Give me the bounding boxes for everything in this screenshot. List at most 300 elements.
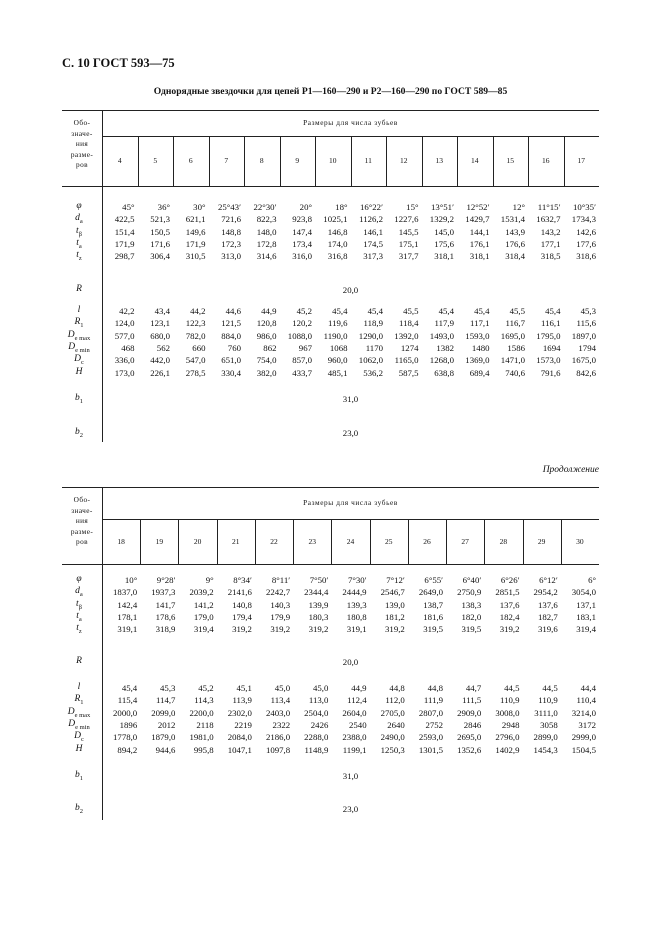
table-cell: 172,8	[256, 238, 277, 249]
table-cell: 113,9	[232, 695, 252, 706]
table-cell: 146,1	[363, 226, 383, 237]
symbol-letter: t	[76, 598, 79, 609]
table-cell: 44,9	[351, 683, 367, 693]
table-cell: 116,7	[505, 318, 525, 329]
table-cell: 178,6	[155, 611, 176, 622]
table-cell: 6°26′	[500, 575, 520, 585]
table-cell: 2490,0	[380, 732, 405, 743]
header-bottom-border	[62, 186, 599, 187]
table-cell: 1402,9	[495, 744, 520, 755]
table-cell: 22°30′	[253, 202, 277, 212]
page-header: С. 10 ГОСТ 593—75	[62, 56, 175, 70]
table-cell: 173,4	[292, 238, 312, 249]
table-cell: 25°43′	[217, 202, 241, 212]
symbol-letter: D	[74, 354, 81, 365]
table-cell: 536,2	[363, 367, 383, 378]
table-cell: 114,7	[155, 695, 176, 706]
table-cell: 1148,9	[304, 744, 329, 755]
table-cell: 139,0	[385, 599, 405, 610]
table-cell: 2796,0	[495, 732, 520, 743]
designation-header-line: Обо-	[73, 495, 91, 504]
symbol-letter: b	[75, 770, 80, 780]
designation-header-line: ров	[76, 537, 88, 546]
symbol-letter: R	[76, 284, 82, 294]
table-cell: 45,5	[403, 306, 419, 316]
table-title: Однорядные звездочки для цепей Р1—160—290 и Р2—160—290 по ГОСТ 589—85	[153, 86, 508, 97]
row-symbol-R	[62, 284, 96, 294]
table-cell: 179,0	[193, 611, 214, 622]
symbol-letter: D	[74, 731, 81, 742]
table-cell: 114,3	[194, 695, 214, 706]
designation-header-line: ров	[76, 160, 88, 169]
table-cell: 319,2	[308, 624, 329, 635]
table-cell: 7°50′	[309, 575, 329, 585]
table-cell: 316,8	[327, 251, 348, 262]
column-header-teeth-27: 27	[461, 536, 469, 546]
table-cell: 9°28′	[156, 575, 176, 585]
table-cell: 319,5	[423, 624, 444, 635]
row-symbol	[62, 586, 96, 598]
table-cell: 317,3	[363, 251, 383, 262]
table-cell: 146,8	[327, 226, 348, 237]
table-cell: 2000,0	[113, 707, 138, 718]
table-cell: 137,6	[499, 599, 520, 610]
row-symbol-b2	[62, 427, 96, 439]
table-cell: 319,1	[346, 624, 367, 635]
table-cell: 721,6	[221, 214, 241, 225]
symbol-letter: D	[68, 718, 76, 729]
row-symbol	[62, 354, 96, 366]
table-cell: 1480	[471, 342, 490, 353]
table-cell: 314,6	[256, 251, 277, 262]
designation-header-line: значе-	[71, 505, 93, 515]
table-cell: 8°34′	[233, 575, 252, 585]
table-cell: 118,9	[363, 318, 383, 329]
table-cell: 660	[192, 342, 206, 353]
symbol-letter: b	[75, 803, 80, 813]
table-cell: 117,9	[434, 318, 454, 329]
table-cell: 1301,5	[418, 744, 444, 755]
table-cell: 319,6	[537, 624, 558, 635]
table-cell: 923,8	[292, 214, 312, 225]
table-cell: 2141,6	[227, 587, 252, 598]
column-header-teeth-9: 9	[295, 156, 300, 165]
table-cell: 148,0	[256, 226, 277, 237]
table-cell: 44,8	[389, 683, 405, 693]
table-cell: 2546,7	[380, 587, 405, 598]
table-cell: 754,0	[256, 355, 277, 366]
table-cell: 177,6	[576, 238, 596, 249]
table-cell: 182,4	[499, 611, 520, 622]
table-cell: 145,0	[434, 226, 454, 237]
table-cell: 1981,0	[189, 732, 214, 743]
table-cell: 689,4	[469, 367, 490, 378]
table-cell: 123,1	[150, 318, 170, 329]
column-header-teeth-23: 23	[308, 536, 316, 546]
table-cell: 120,8	[256, 318, 277, 329]
table-cell: 318,1	[434, 251, 454, 262]
table-cell: 2909,0	[457, 707, 482, 718]
table-cell: 142,4	[117, 599, 138, 610]
row-symbol-b1	[62, 393, 96, 405]
table-cell: 124,0	[114, 318, 135, 329]
table-cell: 45,0	[312, 683, 329, 693]
table-cell: 298,7	[114, 251, 135, 262]
table-cell: 986,0	[256, 330, 277, 341]
symbol-letter: l	[77, 305, 81, 315]
table-cell: 173,0	[114, 367, 135, 378]
table-cell: 2444,9	[342, 587, 367, 598]
table-cell: 2604,0	[342, 707, 367, 718]
symbol-subscript: β	[78, 603, 82, 611]
table-cell: 1694	[542, 342, 561, 353]
symbol-letter: t	[76, 225, 79, 236]
table-cell: 317,7	[398, 251, 419, 262]
table-cell: 1290,0	[358, 330, 383, 341]
table-cell: 2954,2	[533, 587, 558, 598]
table-cell: 45,4	[121, 683, 138, 693]
table-cell: 171,6	[150, 238, 170, 249]
column-header-teeth-14: 14	[471, 156, 479, 165]
table-cell: 2302,0	[227, 707, 252, 718]
table-cell: 44,7	[465, 683, 482, 693]
symbol-subscript: c	[80, 736, 84, 744]
table-cell: 45,2	[198, 683, 214, 693]
table-cell: 113,4	[270, 695, 291, 706]
table-cell: 2099,0	[151, 707, 176, 718]
table-cell: 2084,0	[227, 732, 252, 743]
table-cell: 2344,4	[304, 587, 329, 598]
table-cell: 1504,5	[571, 744, 596, 755]
symbol-subscript: e max	[74, 334, 91, 342]
table-cell: 150,5	[150, 226, 170, 237]
column-header-teeth-4: 4	[117, 156, 122, 165]
table-cell: 1165,0	[394, 355, 419, 366]
table-cell: 118,4	[399, 318, 419, 329]
table-cell: 181,2	[385, 611, 405, 622]
symbol-letter: l	[77, 682, 81, 692]
table-cell: 1250,3	[380, 744, 405, 755]
designation-header-line: разме-	[70, 526, 94, 536]
symbol-letter: φ	[76, 201, 82, 211]
table-cell: 2695,0	[457, 732, 482, 743]
table-cell: 3054,0	[571, 587, 596, 598]
row-symbol	[62, 226, 96, 238]
table-cell: 140,3	[270, 599, 291, 610]
table-cell: 313,0	[221, 251, 241, 262]
table-cell: 1573,0	[536, 355, 561, 366]
table-cell: 306,4	[150, 251, 170, 262]
symbol-letter: b	[75, 427, 80, 437]
row-symbol	[62, 623, 96, 635]
row-symbol	[62, 317, 96, 329]
table-cell: 3111,0	[534, 707, 558, 718]
table-cell: 2388,0	[342, 732, 367, 743]
table-cell: 638,8	[434, 367, 454, 378]
table-cell: 1493,0	[429, 330, 454, 341]
row-symbol-b2	[62, 803, 96, 815]
header-bottom-border	[62, 564, 599, 565]
sizes-header: Размеры для числа зубьев	[303, 118, 398, 127]
table-cell: 319,2	[232, 624, 252, 635]
table-cell: 45,4	[474, 306, 490, 316]
symbol-letter: φ	[76, 574, 82, 584]
table-cell: 1190,0	[323, 330, 348, 341]
column-header-teeth-17: 17	[577, 156, 585, 165]
table-cell: 960,0	[327, 355, 348, 366]
table-cell: 1937,3	[151, 587, 176, 598]
value-R: 20,0	[342, 285, 359, 295]
table-cell: 2807,0	[418, 707, 444, 718]
table-cell: 15°	[406, 202, 419, 212]
table-cell: 1897,0	[571, 330, 596, 341]
table-cell: 6°55′	[424, 575, 444, 585]
table-cell: 149,6	[185, 226, 206, 237]
table-cell: 177,1	[540, 238, 561, 249]
value-b2: 23,0	[342, 428, 359, 438]
table-cell: 1097,8	[265, 744, 291, 755]
row-symbol	[62, 238, 96, 250]
row-symbol	[62, 731, 96, 743]
table-cell: 1795,0	[536, 330, 561, 341]
table-cell: 18°	[335, 202, 348, 212]
table-cell: 3008,0	[495, 707, 520, 718]
table-cell: 740,6	[505, 367, 525, 378]
table-cell: 2899,0	[533, 732, 558, 743]
designation-header	[62, 495, 102, 548]
table-cell: 42,2	[119, 306, 135, 316]
symbol-subscript: 1	[80, 699, 84, 707]
column-header-teeth-12: 12	[400, 156, 408, 165]
table-cell: 995,8	[193, 744, 214, 755]
value-R: 20,0	[342, 657, 359, 667]
table-cell: 310,5	[185, 251, 206, 262]
designation-header-line: Обо-	[73, 118, 91, 127]
table-cell: 13°51′	[430, 202, 454, 212]
table-cell: 140,8	[232, 599, 252, 610]
table-cell: 1062,0	[358, 355, 383, 366]
table-cell: 1879,0	[151, 732, 176, 743]
table-cell: 182,7	[537, 611, 558, 622]
table-cell: 2752	[425, 719, 444, 730]
table-cell: 1837,0	[113, 587, 138, 598]
table-cell: 151,4	[114, 226, 135, 237]
symbol-subscript: z	[78, 255, 82, 263]
table-cell: 1794	[578, 342, 596, 353]
table-cell: 1047,1	[227, 744, 252, 755]
table-cell: 115,6	[576, 318, 596, 329]
table-cell: 1429,7	[465, 214, 490, 225]
table-cell: 857,0	[292, 355, 312, 366]
symbol-subscript: c	[80, 359, 84, 367]
table-2	[62, 487, 599, 820]
table-cell: 894,2	[117, 744, 138, 755]
column-header-teeth-26: 26	[423, 536, 431, 546]
table-cell: 226,1	[150, 367, 170, 378]
table-cell: 174,0	[327, 238, 348, 249]
table-cell: 179,9	[270, 611, 291, 622]
table-cell: 651,0	[221, 355, 241, 366]
value-b1: 31,0	[342, 394, 359, 404]
row-symbol	[62, 330, 96, 342]
table-cell: 147,4	[292, 226, 312, 237]
table-cell: 842,6	[576, 367, 596, 378]
table-cell: 760	[227, 342, 241, 353]
table-cell: 319,4	[576, 624, 596, 635]
table-cell: 944,6	[155, 744, 176, 755]
symbol-letter: R	[74, 694, 81, 705]
table-cell: 319,4	[193, 624, 214, 635]
table-cell: 680,0	[150, 330, 170, 341]
continuation-label: Продолжение	[542, 465, 599, 475]
symbol-letter: t	[76, 237, 79, 248]
row-symbol	[62, 707, 96, 719]
table-cell: 782,0	[185, 330, 206, 341]
table-cell: 1454,3	[533, 744, 558, 755]
symbol-subscript: a	[79, 591, 83, 599]
table-cell: 45,4	[438, 306, 454, 316]
table-cell: 137,6	[537, 599, 558, 610]
table-cell: 10°	[124, 575, 138, 585]
row-symbol-b1	[62, 770, 96, 782]
table-cell: 336,0	[114, 355, 135, 366]
column-header-teeth-13: 13	[435, 156, 443, 165]
designation-header-line: разме-	[70, 149, 94, 159]
table-cell: 122,3	[185, 318, 206, 329]
table-cell: 12°	[512, 202, 525, 212]
designation-header-line: значе-	[71, 128, 93, 138]
table-cell: 11°15′	[537, 202, 561, 212]
table-cell: 176,1	[469, 238, 490, 249]
table-cell: 442,0	[150, 355, 170, 366]
symbol-subscript: 1	[79, 397, 83, 405]
table-cell: 2750,9	[457, 587, 482, 598]
table-cell: 1126,2	[359, 214, 383, 225]
table-cell: 43,4	[154, 306, 170, 316]
table-cell: 1896	[119, 719, 138, 730]
table-cell: 111,9	[423, 695, 444, 706]
table-cell: 116,1	[541, 318, 561, 329]
table-cell: 2219	[234, 719, 252, 730]
table-cell: 884,0	[221, 330, 241, 341]
table-cell: 45,4	[332, 306, 348, 316]
table-cell: 44,2	[190, 306, 206, 316]
symbol-letter: D	[67, 706, 75, 717]
table-cell: 115,4	[117, 695, 138, 706]
table-cell: 178,1	[117, 611, 138, 622]
table-cell: 30°	[193, 202, 206, 212]
table-cell: 577,0	[114, 330, 135, 341]
table-cell: 36°	[157, 202, 170, 212]
table-cell: 587,5	[398, 367, 419, 378]
symbol-subscript: 1	[80, 322, 84, 330]
table-cell: 621,1	[185, 214, 206, 225]
table-cell: 119,6	[328, 318, 348, 329]
table-cell: 1675,0	[571, 355, 596, 366]
row-symbol	[62, 682, 96, 692]
table-cell: 172,3	[221, 238, 241, 249]
table-cell: 9°	[205, 575, 214, 585]
column-header-teeth-10: 10	[329, 156, 337, 165]
table-cell: 2118	[196, 719, 214, 730]
designation-header-line: ния	[75, 516, 89, 525]
table-cell: 1531,4	[500, 214, 525, 225]
table-cell: 3214,0	[571, 707, 596, 718]
row-symbol	[62, 201, 96, 211]
symbol-letter: H	[75, 743, 83, 754]
table-cell: 179,4	[232, 611, 252, 622]
table-cell: 138,3	[461, 599, 482, 610]
row-symbol	[62, 744, 96, 754]
table-top-border	[62, 110, 599, 111]
column-header-teeth-5: 5	[153, 156, 158, 165]
column-header-teeth-15: 15	[506, 156, 514, 165]
table-cell: 176,6	[505, 238, 525, 249]
table-cell: 2593,0	[418, 732, 444, 743]
table-cell: 175,6	[434, 238, 454, 249]
table-cell: 181,6	[423, 611, 444, 622]
table-cell: 175,1	[398, 238, 419, 249]
table-cell: 7°30′	[347, 575, 367, 585]
table-cell: 1778,0	[113, 732, 138, 743]
column-header-teeth-22: 22	[270, 536, 278, 546]
table-cell: 45,2	[296, 306, 312, 316]
column-header-teeth-19: 19	[155, 536, 164, 546]
table-cell: 485,1	[327, 367, 348, 378]
table-cell: 139,3	[346, 599, 367, 610]
table-cell: 44,5	[542, 683, 558, 693]
row-symbol-R	[62, 656, 96, 666]
symbol-subscript: e max	[74, 711, 91, 719]
table-cell: 2426	[310, 719, 329, 730]
table-cell: 112,0	[385, 695, 405, 706]
row-symbol	[62, 719, 96, 731]
table-cell: 6°40′	[462, 575, 482, 585]
table-cell: 141,2	[193, 599, 214, 610]
table-cell: 318,9	[155, 624, 176, 635]
table-cell: 2288,0	[304, 732, 329, 743]
table-cell: 2242,7	[265, 587, 291, 598]
table-cell: 1025,1	[323, 214, 348, 225]
table-cell: 967	[298, 342, 312, 353]
table-cell: 1352,6	[457, 744, 482, 755]
table-cell: 822,3	[256, 214, 277, 225]
table-cell: 180,8	[346, 611, 367, 622]
symbol-subscript: 1	[79, 774, 83, 782]
table-cell: 319,5	[461, 624, 482, 635]
table-cell: 45,3	[160, 683, 176, 693]
symbol-letter: D	[67, 329, 75, 340]
column-header-teeth-30: 30	[576, 536, 584, 546]
symbol-subscript: z	[78, 628, 82, 636]
table-cell: 433,7	[292, 367, 312, 378]
table-cell: 521,3	[150, 214, 170, 225]
table-cell: 1329,2	[429, 214, 454, 225]
row-symbol	[62, 213, 96, 225]
table-cell: 3172	[578, 719, 596, 730]
column-header-teeth-11: 11	[364, 156, 372, 165]
table-cell: 148,8	[221, 226, 241, 237]
value-b2: 23,0	[342, 804, 359, 814]
table-cell: 3058	[540, 719, 558, 730]
row-symbol	[62, 342, 96, 354]
symbol-letter: D	[68, 341, 76, 352]
table-cell: 2649,0	[418, 587, 444, 598]
column-header-teeth-7: 7	[224, 156, 229, 165]
table-cell: 2039,2	[189, 587, 214, 598]
table-cell: 1170	[365, 342, 383, 353]
table-cell: 121,5	[221, 318, 241, 329]
